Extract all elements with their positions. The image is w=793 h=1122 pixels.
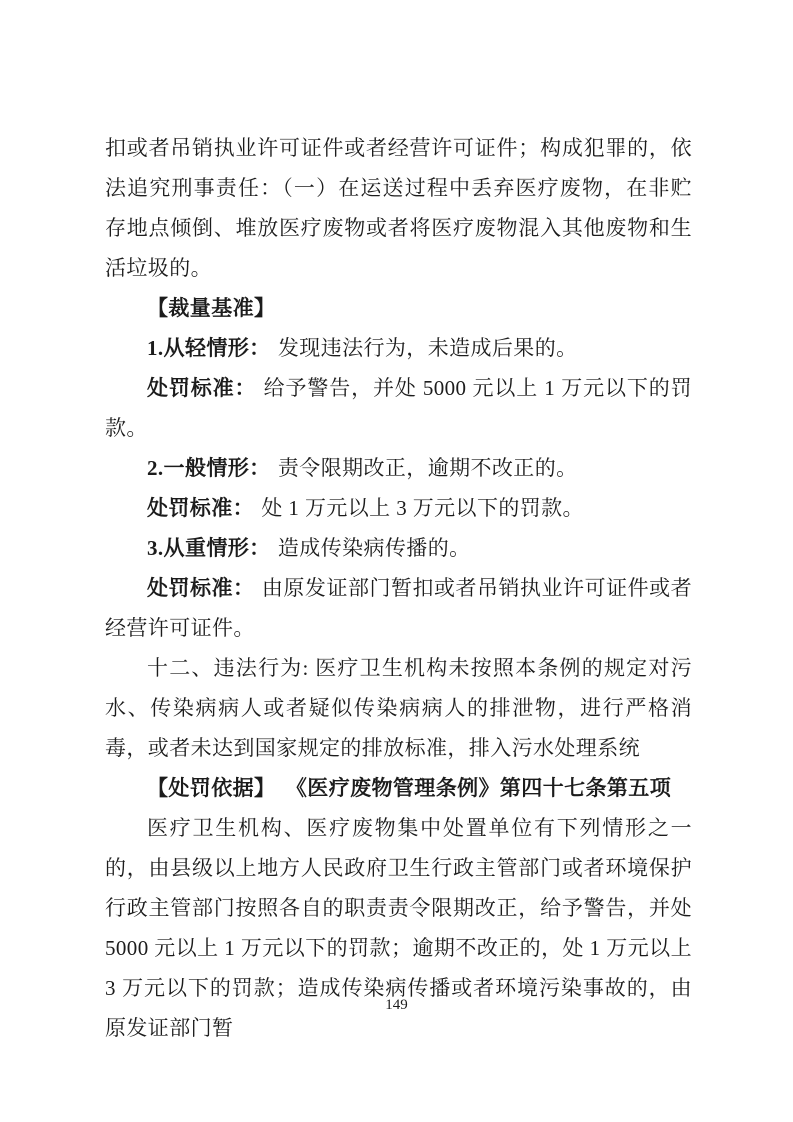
item-text: 责令限期改正，逾期不改正的。: [277, 456, 578, 480]
item-label: 3.从重情形：: [147, 536, 271, 560]
item-penalty-standard-1: [105, 368, 692, 448]
section-heading-discretion-basis: 【裁量基准】: [147, 296, 276, 320]
item-penalty-standard-3: [105, 568, 692, 648]
item-text: 造成传染病传播的。: [277, 536, 471, 560]
item-lenient-circumstance: [105, 328, 692, 368]
regulation-reference: 《医疗废物管理条例》第四十七条第五项: [296, 776, 672, 800]
item-penalty-standard-2: [105, 488, 692, 528]
item-general-circumstance: [105, 448, 692, 488]
paragraph-violation-twelve: 十二、违法行为: 医疗卫生机构未按照本条例的规定对污水、传染病病人或者疑似传染病病人的排泄物，进行严格消毒，或者未达到国家规定的排放标准，排入污水处理系统: [105, 656, 692, 760]
paragraph-regulation-body: 医疗卫生机构、医疗废物集中处置单位有下列情形之一的，由县级以上地方人民政府卫生行政主管部门或者环境保护行政主管部门按照各自的职责责令限期改正，给予警告，并处 5000 元以上 1 万元以下的罚款；逾期不改正的，处 1 万元以上 3 万元以下的罚款；造成传染病传播或者环境污染事故的，由原发证部门暂: [105, 816, 692, 1040]
item-text: 由原发证部门暂扣或者吊销执业许可证件或者经营许可证件。: [105, 576, 693, 640]
section-heading-penalty-basis: [105, 768, 692, 808]
item-label: 处罚标准：: [147, 496, 254, 520]
item-text: 发现违法行为，未造成后果的。: [277, 336, 578, 360]
item-label: 2.一般情形：: [147, 456, 271, 480]
heading-label: 【处罚依据】: [147, 776, 276, 800]
item-text: 处 1 万元以上 3 万元以下的罚款。: [261, 496, 584, 520]
item-label: 1.从轻情形：: [147, 336, 271, 360]
page-number: 149: [385, 997, 408, 1013]
item-label: 处罚标准：: [147, 376, 257, 400]
item-label: 处罚标准：: [147, 576, 255, 600]
item-severe-circumstance: [105, 528, 692, 568]
page-content: [105, 128, 692, 1048]
item-text: 给予警告，并处 5000 元以上 1 万元以下的罚款。: [105, 376, 693, 440]
paragraph-continuation-penalty: 扣或者吊销执业许可证件或者经营许可证件；构成犯罪的，依法追究刑事责任：（一）在运送过程中丢弃医疗废物，在非贮存地点倾倒、堆放医疗废物或者将医疗废物混入其他废物和生活垃圾的。: [105, 136, 692, 280]
